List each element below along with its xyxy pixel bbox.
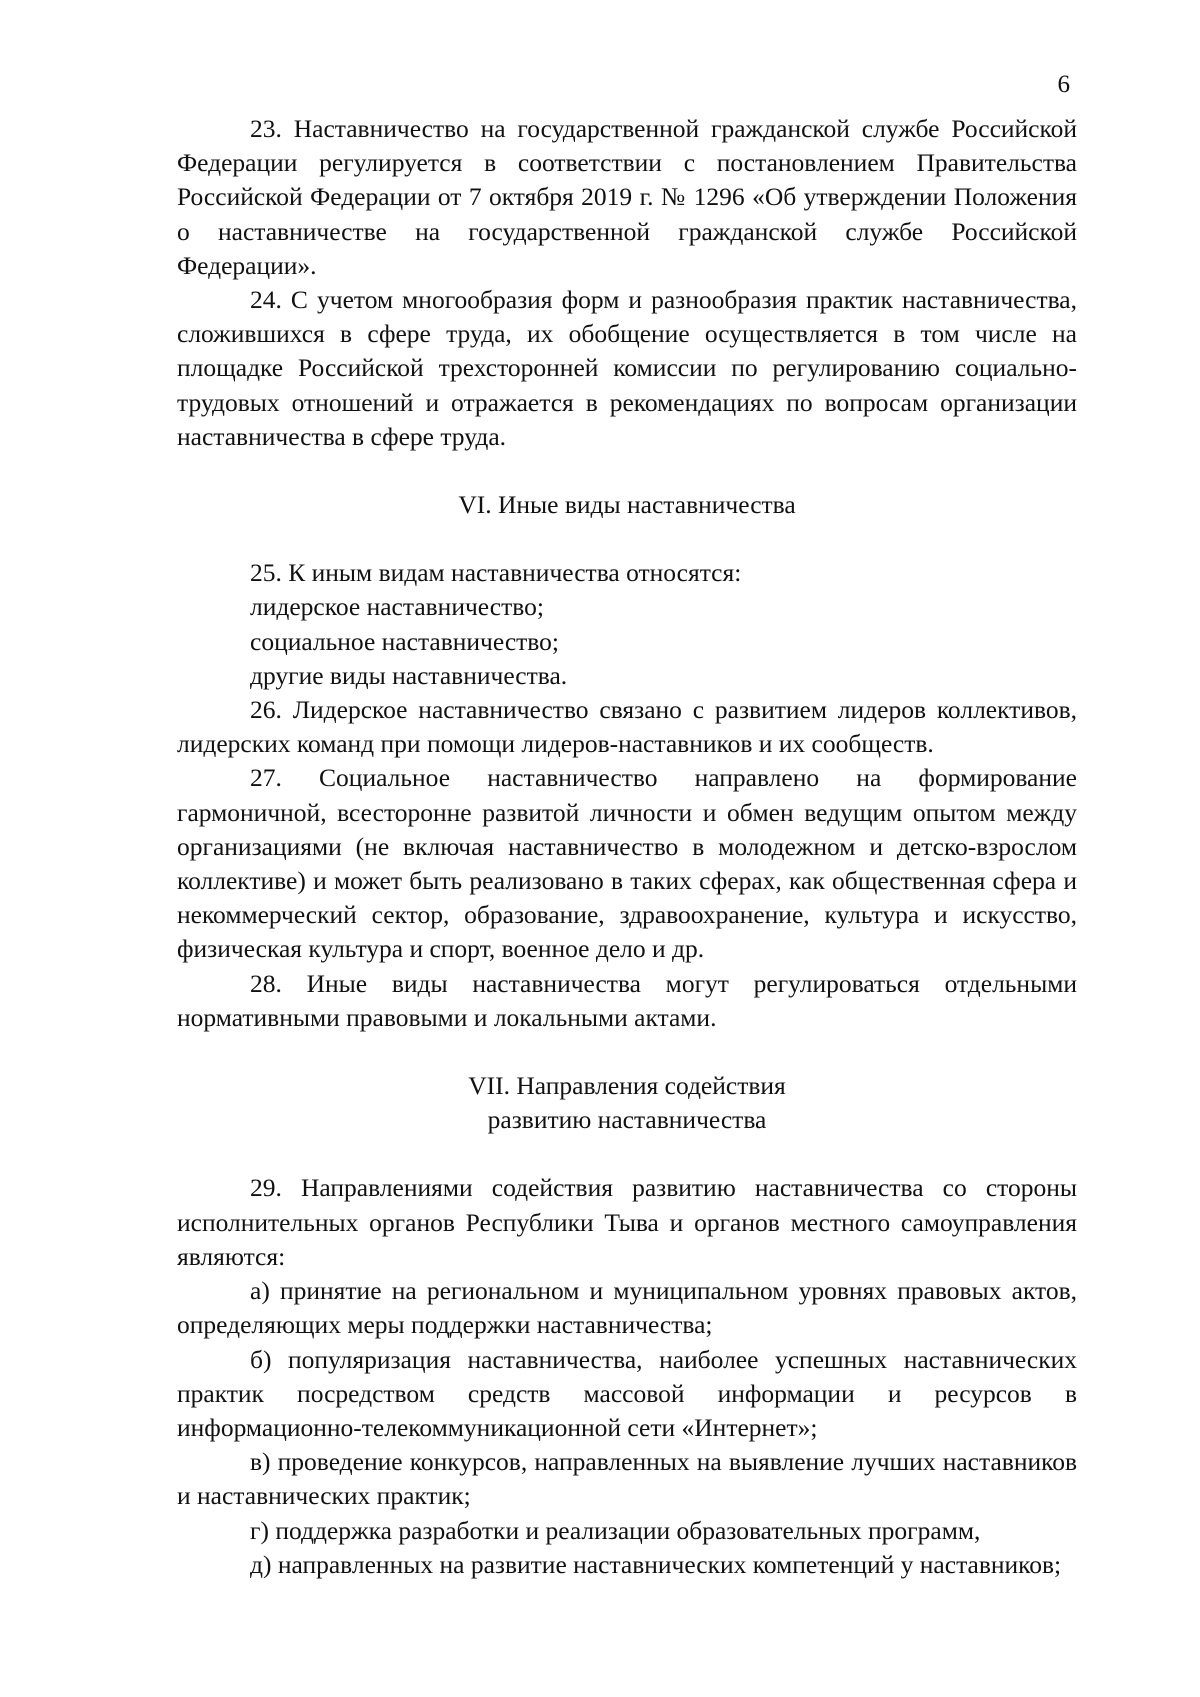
section-7-title-line2: развитию наставничества xyxy=(487,1105,767,1135)
paragraph-29c: в) проведение конкурсов, направленных на выявление лучших наставников и наставнических практик; xyxy=(177,1447,1077,1511)
paragraph-23: 23. Наставничество на государственной гражданской службе Российской Федерации регулируется в соответствии с постановлением Правительства Российской Федерации от 7 октября 2019 г. № 1296 «Об утверждении Положения о наставничестве на государственной гражданской службе Российской Федерации». xyxy=(177,114,1077,280)
spacer xyxy=(177,1137,1077,1171)
paragraph-29e: д) направленных на развитие наставнических компетенций у наставников; xyxy=(250,1549,1062,1579)
paragraph-29: 29. Направлениями содействия развитию наставничества со стороны исполнительных органов Республики Тыва и органов местного самоуправления являются: xyxy=(177,1173,1077,1271)
paragraph-24: 24. С учетом многообразия форм и разнообразия практик наставничества, сложившихся в сфере труда, их обобщение осуществляется в том числе на площадке Российской трехсторонней комиссии по регулированию социально-трудовых отношений и отражается в рекомендациях по вопросам организации наставничества в сфере труда. xyxy=(177,285,1077,451)
page-number: 6 xyxy=(1057,71,1070,98)
section-6-heading xyxy=(177,488,1077,522)
spacer xyxy=(177,1035,1077,1069)
document-body xyxy=(177,112,1077,1582)
paragraph-26: 26. Лидерское наставничество связано с развитием лидеров коллективов, лидерских команд при помощи лидеров-наставников и их сообществ. xyxy=(177,695,1077,759)
paragraph-29b: б) популяризация наставничества, наиболее успешных наставнических практик посредством средств массовой информации и ресурсов в информационно-телекоммуникационной сети «Интернет»; xyxy=(177,1344,1077,1442)
list-item-leadership: лидерское наставничество; xyxy=(250,592,544,622)
paragraph-29a: а) принятие на региональном и муниципальном уровнях правовых актов, определяющих меры поддержки наставничества; xyxy=(177,1276,1077,1340)
paragraph-29d: г) поддержка разработки и реализации образовательных программ, xyxy=(250,1515,981,1545)
paragraph-25: 25. К иным видам наставничества относятся: xyxy=(250,558,742,588)
section-7-title-line1: VII. Направления содействия xyxy=(468,1071,786,1101)
section-6-title: VI. Иные виды наставничества xyxy=(458,490,796,520)
spacer xyxy=(177,522,1077,556)
spacer xyxy=(177,454,1077,488)
section-7-heading xyxy=(177,1069,1077,1137)
list-item-other: другие виды наставничества. xyxy=(250,660,568,690)
paragraph-28: 28. Иные виды наставничества могут регулироваться отдельными нормативными правовыми и локальными актами. xyxy=(177,968,1077,1032)
list-item-social: социальное наставничество; xyxy=(250,626,559,656)
paragraph-27: 27. Социальное наставничество направлено на формирование гармоничной, всесторонне развитой личности и обмен ведущим опытом между организациями (не включая наставничество в молодежном и детско-взрослом коллективе) и может быть реализовано в таких сферах, как общественная сфера и некоммерческий сектор, образование, здравоохранение, культура и искусство, физическая культура и спорт, военное дело и др. xyxy=(177,763,1077,964)
